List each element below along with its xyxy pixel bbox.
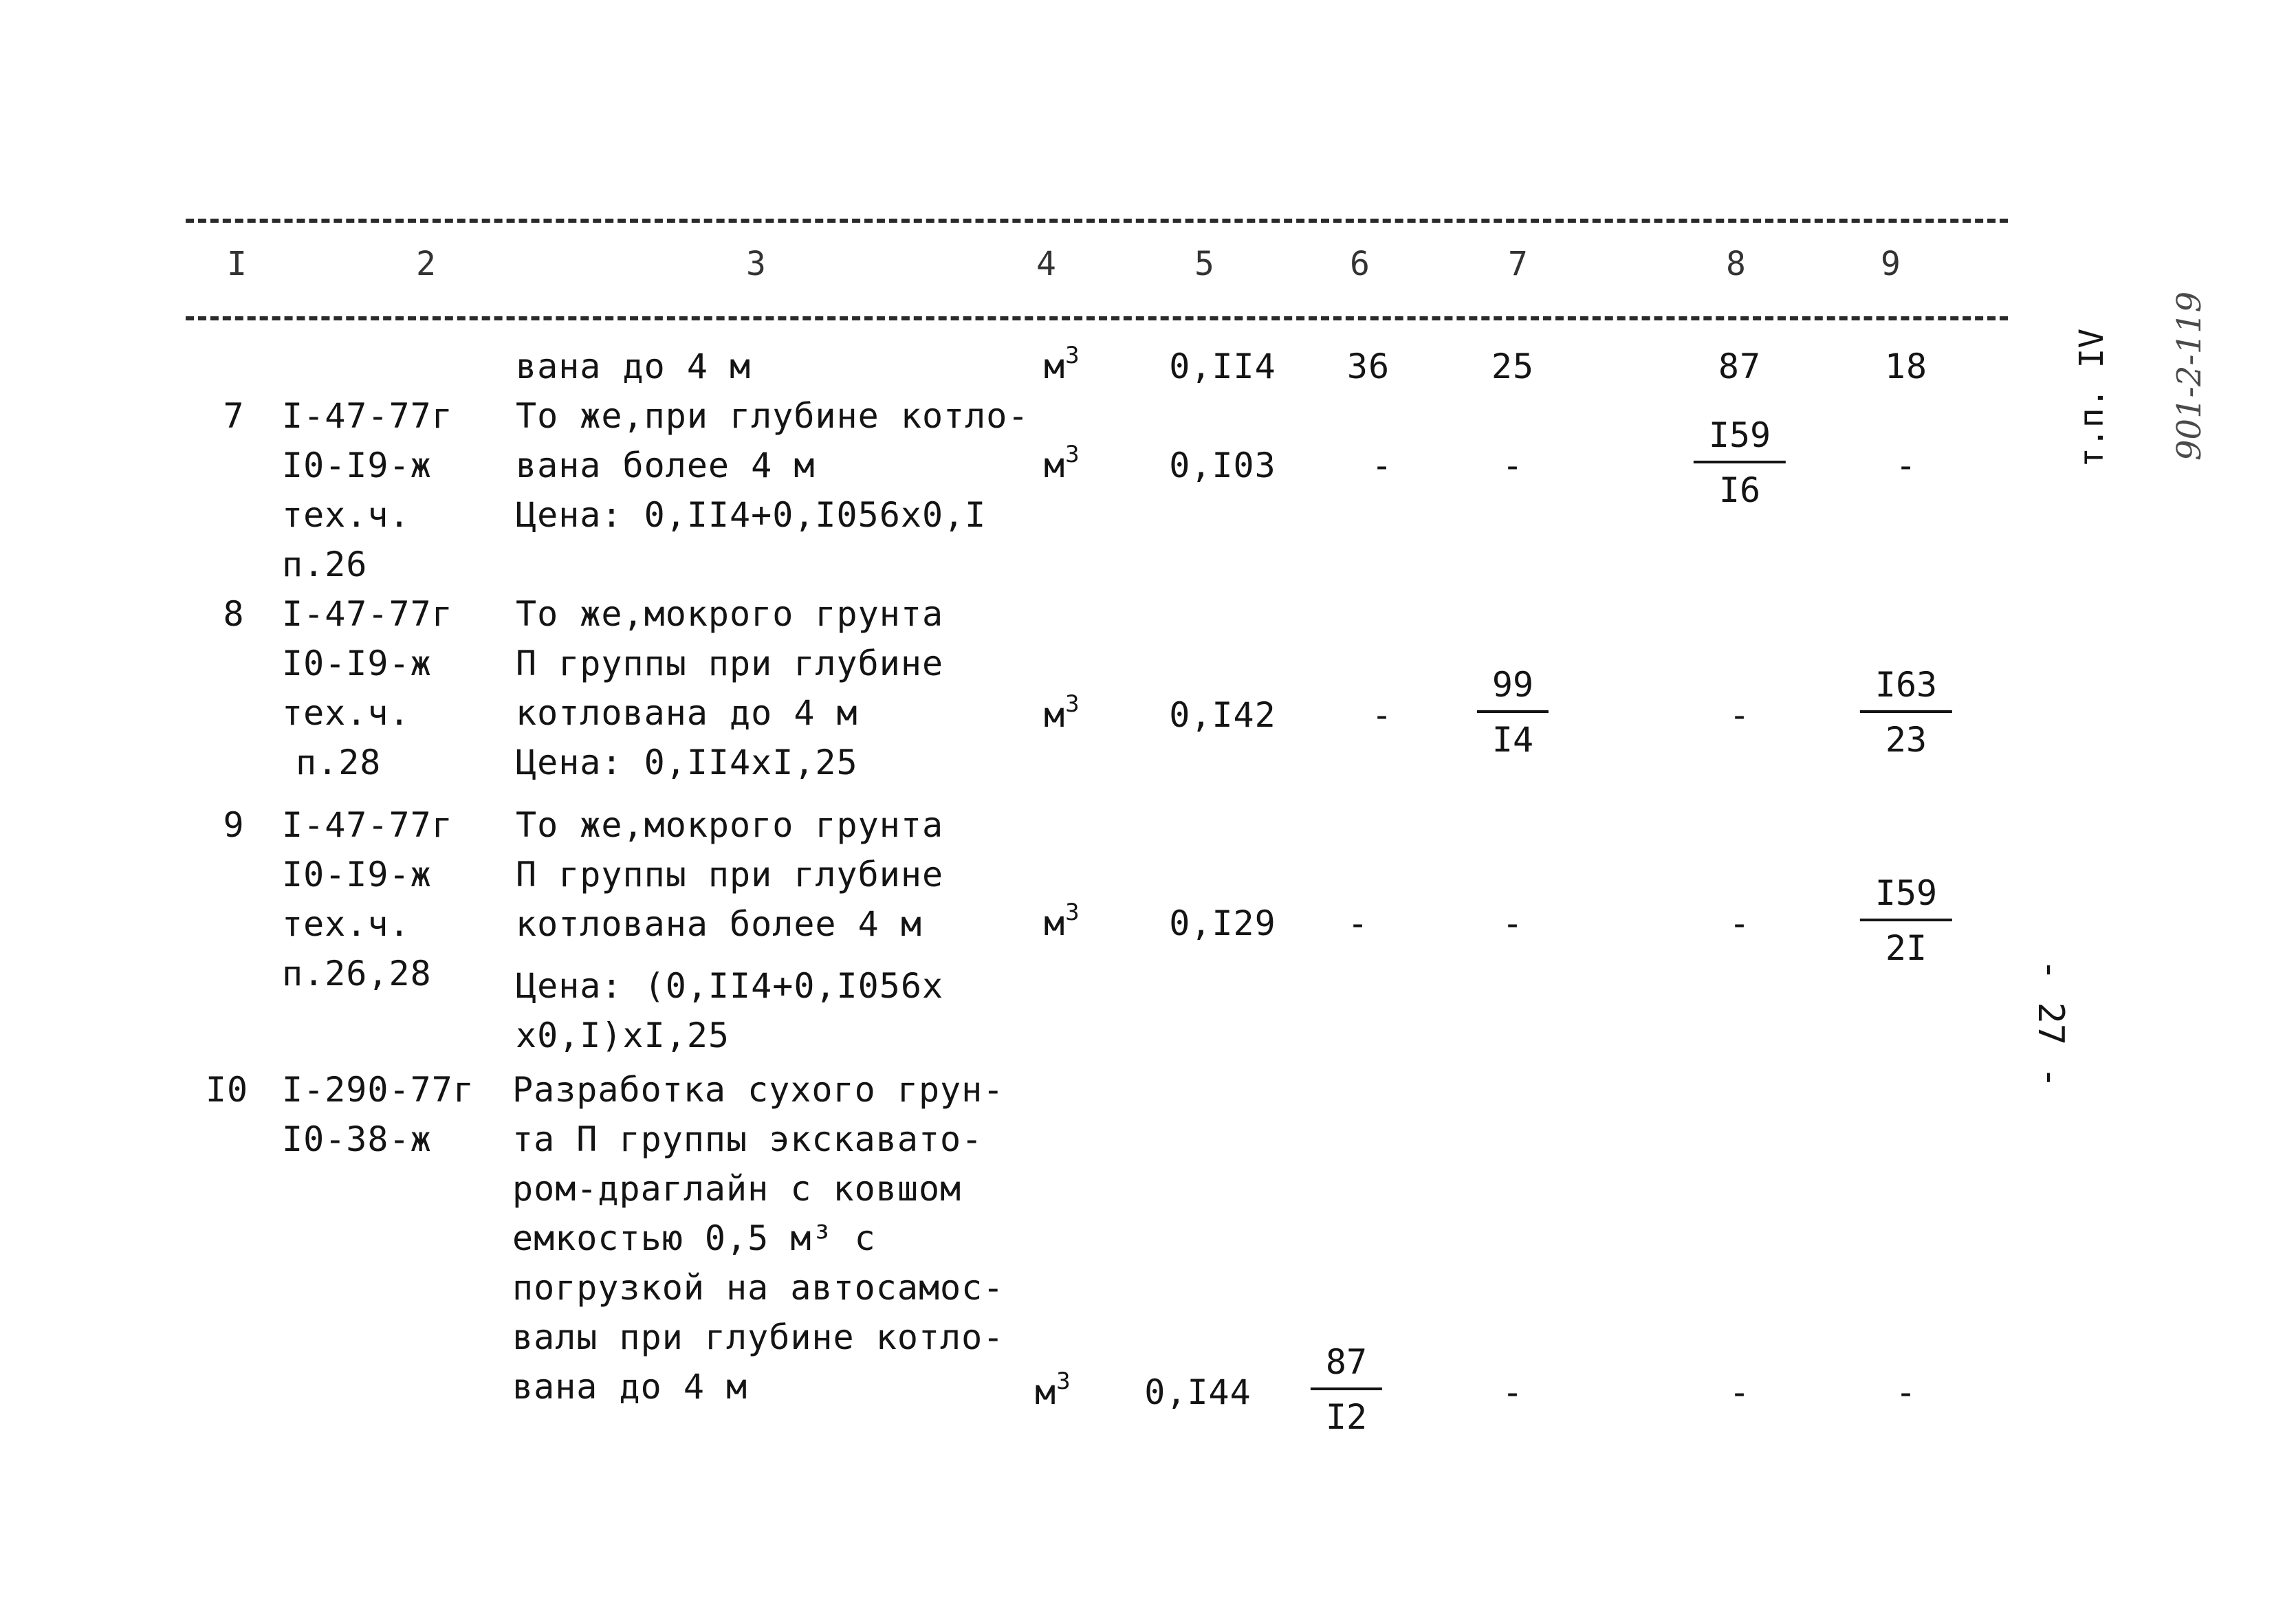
row-9-unit: $м^3$ [1044, 899, 1080, 943]
row-8-description-line: То же,мокрого грунта [516, 594, 944, 634]
row-9-reference-line: тех.ч. [282, 904, 411, 944]
row-6-cont-col7: 25 [1491, 347, 1535, 386]
row-7-col8-denominator: I6 [1718, 470, 1761, 510]
row-8-description-line: Цена: 0,II4хI,25 [516, 743, 858, 782]
row-9-unit-power: 3 [1065, 899, 1080, 926]
row-6-cont-quantity: 0,II4 [1169, 347, 1276, 386]
row-10-description-line: вана до 4 м [512, 1367, 748, 1407]
row-7-col7: - [1502, 446, 1524, 485]
row-9-col9 [1860, 873, 1952, 968]
row-7-col6: - [1371, 446, 1393, 485]
row-7-col8-numerator: I59 [1694, 418, 1786, 463]
row-9-col7: - [1502, 903, 1524, 943]
row-8-reference-line: п.28 [296, 743, 382, 782]
row-7-quantity: 0,I03 [1169, 446, 1276, 485]
row-10-quantity: 0,I44 [1144, 1372, 1251, 1412]
header-top-rule [186, 219, 2008, 223]
column-header-8: 8 [1726, 245, 1747, 283]
row-10-description-line: емкостью 0,5 м³ с [512, 1218, 876, 1258]
row-9-reference-line: I-47-77г [282, 805, 453, 845]
row-9-description-line: х0,I)хI,25 [516, 1016, 730, 1055]
row-9-description-line: Цена: (0,II4+0,I056х [516, 966, 944, 1006]
row-10-unit-power: 3 [1056, 1368, 1071, 1395]
row-8-col7-denominator: I4 [1491, 720, 1534, 760]
row-7-reference-line: I-47-77г [282, 396, 453, 436]
row-7-reference-line: тех.ч. [282, 495, 411, 535]
row-9-number: 9 [223, 805, 245, 845]
row-10-reference-line: I-290-77г [282, 1070, 474, 1110]
row-9-description-line: котлована более 4 м [516, 904, 922, 944]
row-8-description-line: котлована до 4 м [516, 693, 858, 733]
margin-stamp: т.п. IV [2073, 328, 2111, 468]
row-8-col9 [1860, 665, 1952, 760]
row-7-reference-line: I0-I9-ж [282, 446, 432, 485]
page-number: - 27 - [2030, 959, 2071, 1088]
row-10-reference-line: I0-38-ж [282, 1119, 432, 1159]
row-10-number: I0 [205, 1070, 249, 1110]
row-10-description-line: та П группы экскавато- [512, 1119, 983, 1159]
row-6-cont-col8: 87 [1718, 347, 1762, 386]
row-8-unit-power: 3 [1065, 690, 1080, 718]
row-6-cont-col9: 18 [1884, 347, 1928, 386]
row-8-reference-line: I-47-77г [282, 594, 453, 634]
row-8-col9-denominator: 23 [1885, 720, 1927, 760]
row-6-cont-description-line: вана до 4 м [516, 347, 752, 386]
column-header-2: 2 [416, 245, 437, 283]
row-10-col6-numerator: 87 [1311, 1345, 1382, 1390]
row-10-col7: - [1502, 1372, 1524, 1412]
row-7-reference-line: п.26 [282, 545, 368, 584]
header-bottom-rule [186, 316, 2008, 320]
row-8-col7-numerator: 99 [1477, 668, 1549, 713]
row-7-unit-power: 3 [1065, 441, 1080, 468]
row-10-description-line: валы при глубине котло- [512, 1317, 1005, 1357]
row-7-unit: $м^3$ [1044, 441, 1080, 485]
row-10-col9: - [1895, 1372, 1917, 1412]
row-8-description-line: П группы при глубине [516, 644, 944, 683]
row-9-col9-denominator: 2I [1885, 928, 1927, 968]
row-8-col6: - [1371, 695, 1393, 735]
row-9-col9-numerator: I59 [1860, 876, 1952, 921]
row-9-description-line: П группы при глубине [516, 855, 944, 895]
row-7-description-line: То же,при глубине котло- [516, 396, 1029, 436]
row-8-number: 8 [223, 594, 245, 634]
row-6-cont-col6: 36 [1346, 347, 1390, 386]
row-10-unit: $м^3$ [1035, 1368, 1071, 1412]
row-9-col8: - [1729, 903, 1751, 943]
row-10-col6-denominator: I2 [1325, 1397, 1368, 1437]
row-10-col6 [1311, 1342, 1382, 1437]
row-10-col8: - [1729, 1372, 1751, 1412]
row-8-reference-line: I0-I9-ж [282, 644, 432, 683]
row-7-description-line: вана более 4 м [516, 446, 816, 485]
row-9-quantity: 0,I29 [1169, 903, 1276, 943]
row-8-col8: - [1729, 695, 1751, 735]
column-header-5: 5 [1194, 245, 1215, 283]
row-8-col9-numerator: I63 [1860, 668, 1952, 713]
row-9-col6: - [1347, 903, 1369, 943]
row-9-reference-line: I0-I9-ж [282, 855, 432, 895]
column-header-7: 7 [1508, 245, 1529, 283]
row-7-col9: - [1895, 446, 1917, 485]
column-header-9: 9 [1881, 245, 1901, 283]
row-10-description-line: Разработка сухого грун- [512, 1070, 1005, 1110]
column-header-6: 6 [1350, 245, 1370, 283]
row-9-description-line: То же,мокрого грунта [516, 805, 944, 845]
row-7-number: 7 [223, 396, 245, 436]
row-7-col8 [1694, 415, 1786, 510]
row-8-reference-line: тех.ч. [282, 693, 411, 733]
column-header-1: I [227, 245, 248, 283]
row-6-cont-unit: $м^3$ [1044, 342, 1080, 386]
row-7-description-line: Цена: 0,II4+0,I056х0,I [516, 495, 987, 535]
row-9-reference-line: п.26,28 [282, 954, 432, 994]
row-8-unit: $м^3$ [1044, 690, 1080, 735]
row-10-description-line: ром-драглайн с ковшом [512, 1169, 962, 1209]
row-8-quantity: 0,I42 [1169, 695, 1276, 735]
row-10-description-line: погрузкой на автосамос- [512, 1268, 1005, 1308]
column-header-4: 4 [1036, 245, 1057, 283]
row-6-cont-unit-power: 3 [1065, 342, 1080, 369]
handwritten-note: 901-2-119 [2170, 291, 2209, 461]
column-header-3: 3 [746, 245, 767, 283]
row-8-col7 [1477, 665, 1549, 760]
